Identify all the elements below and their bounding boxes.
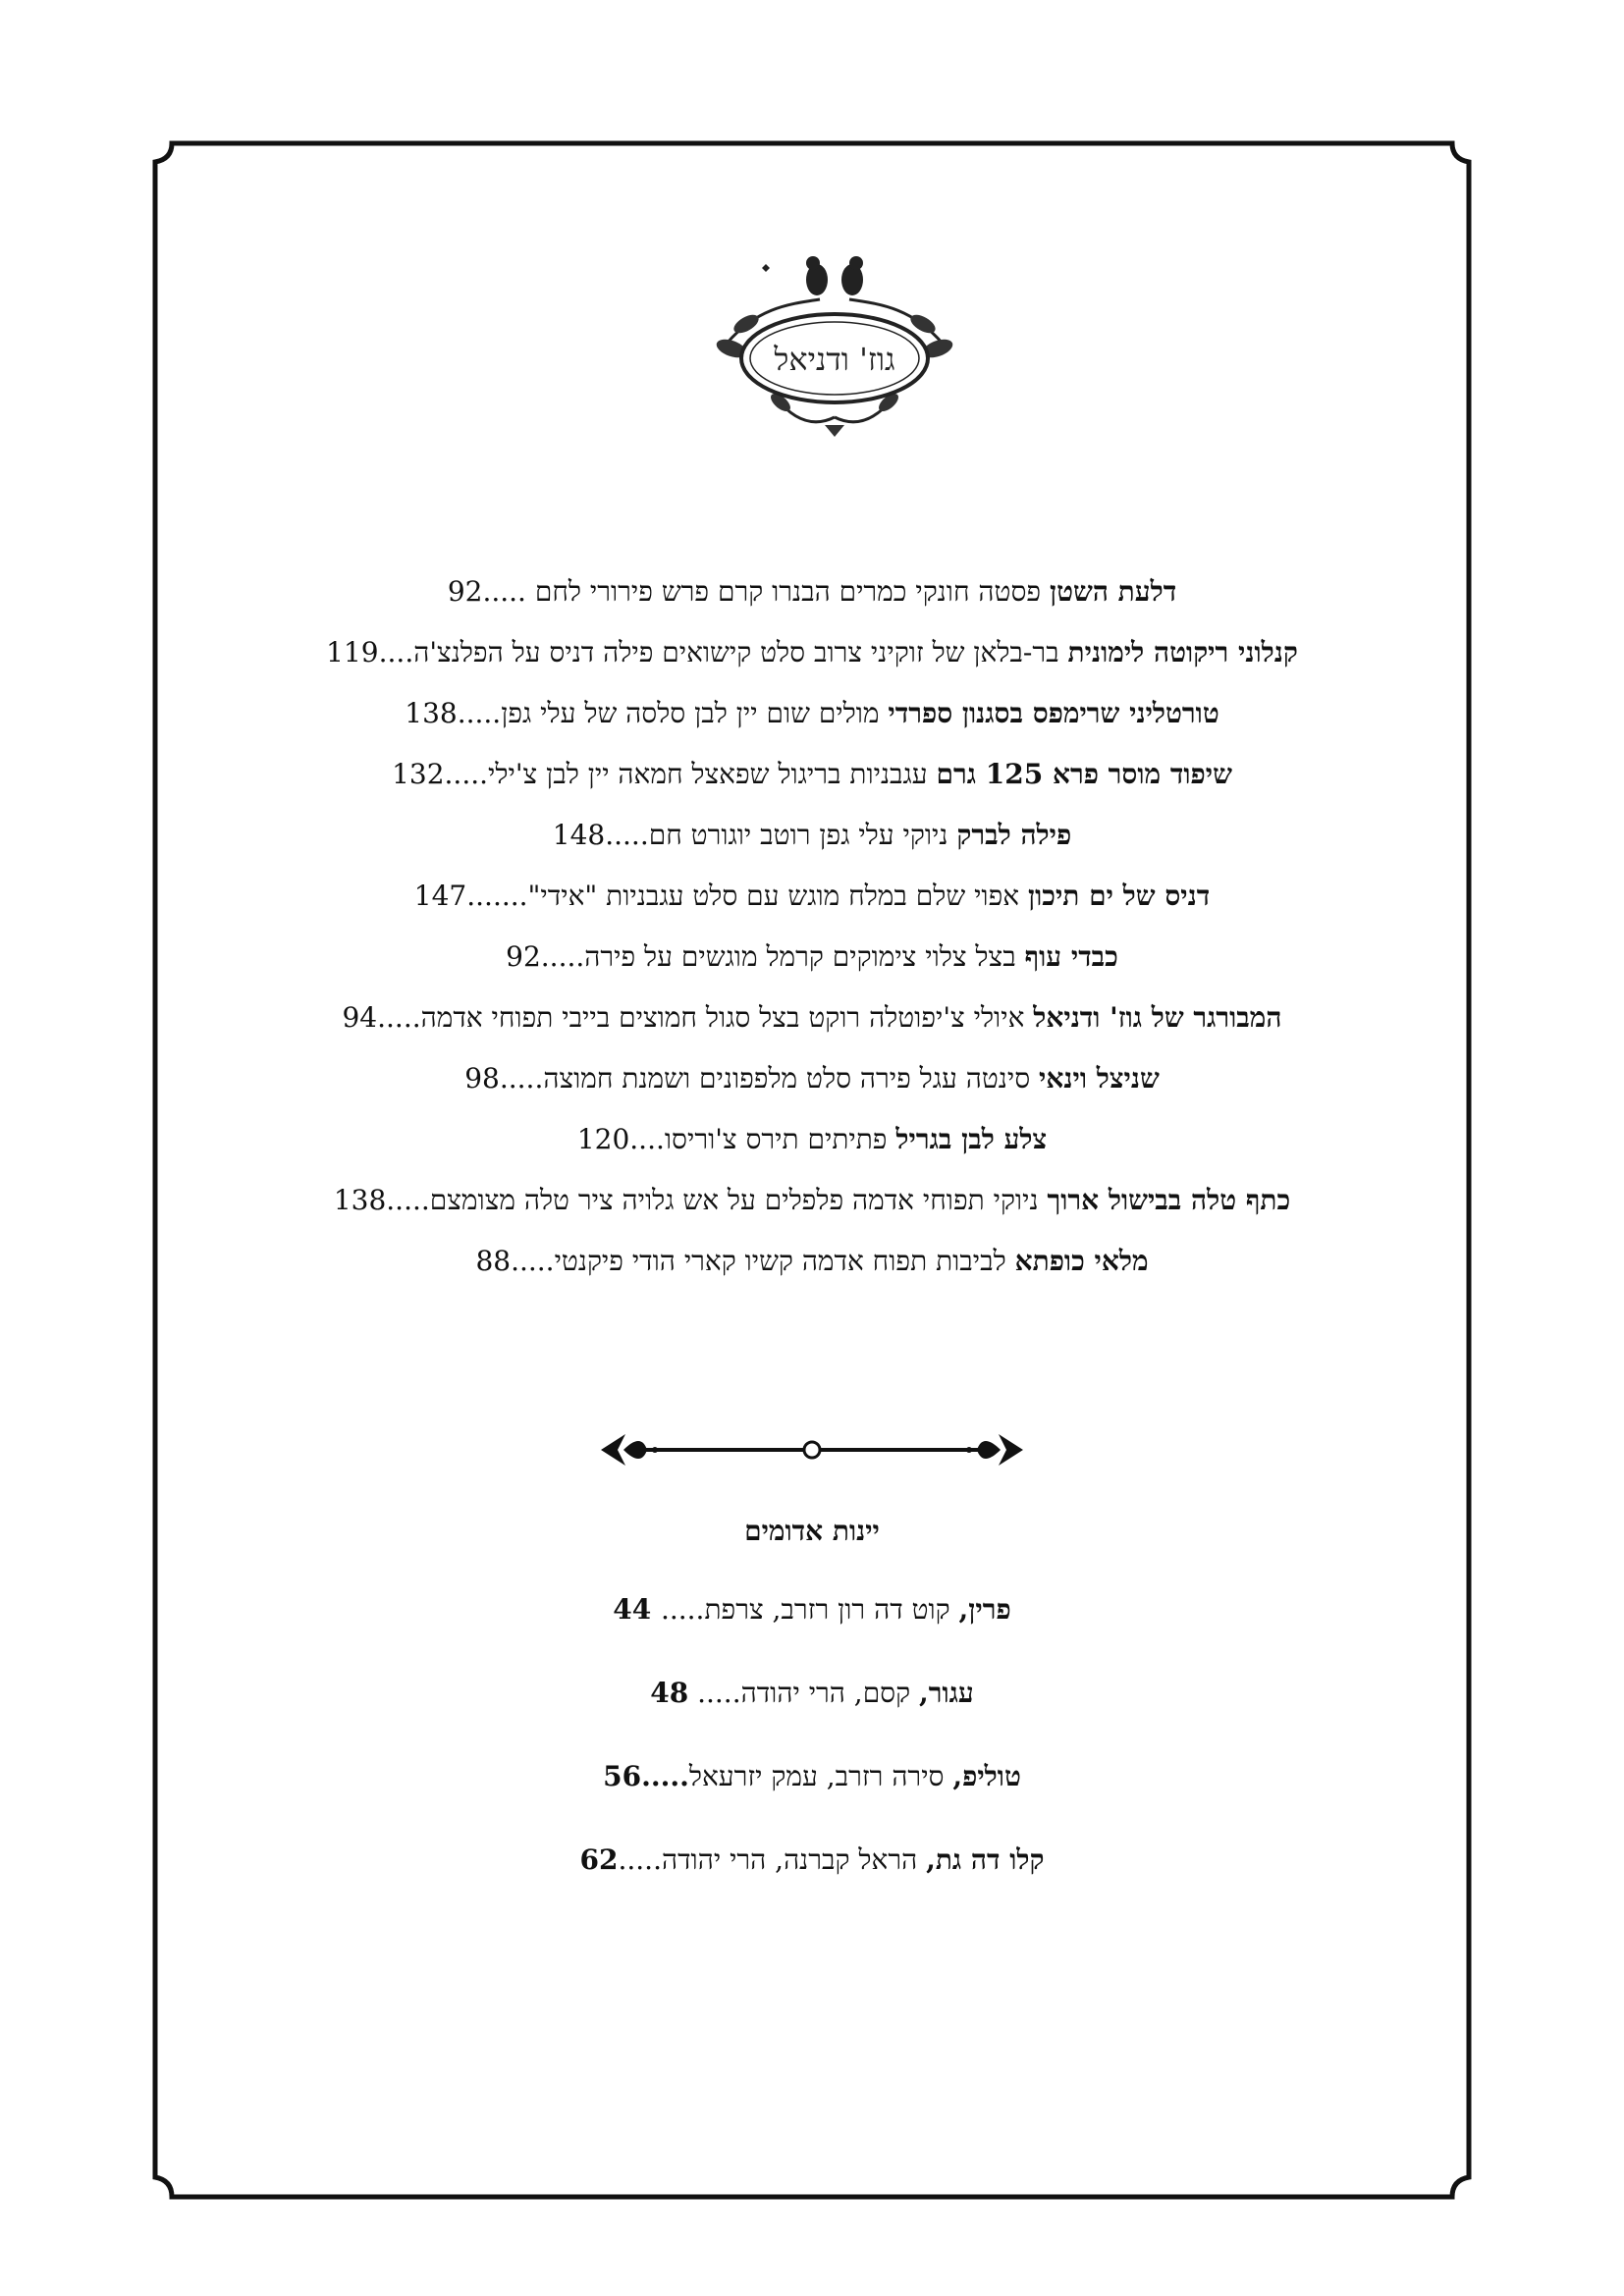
wine-description: הראל קברנה, הרי יהודה..... <box>618 1843 927 1876</box>
dish-name: טורטליני שרימפס בסגנון ספרדי <box>888 697 1219 729</box>
menu-item <box>167 1000 1457 1061</box>
menu-item <box>167 939 1457 1000</box>
dish-name: שניצל וינאי <box>1039 1062 1160 1095</box>
menu-item <box>167 1183 1457 1244</box>
bird-icon <box>762 256 863 295</box>
dish-name: כבדי עוף <box>1024 940 1118 973</box>
dish-description: פתיתים תירס צ'וריסו....120 <box>576 1123 896 1155</box>
restaurant-logo-emblem <box>687 250 982 447</box>
dish-name: דלעת השטן <box>1049 575 1177 608</box>
dish-description: איולי צ'יפוטלה רוקט בצל סגול חמוצים בייבי תפוחי אדמה.....94 <box>342 1001 1034 1034</box>
wine-name: פרין, <box>958 1593 1011 1626</box>
wine-description: קוט דה רון רזרב, צרפת..... <box>660 1593 959 1626</box>
dish-description: עגבניות בריגול שפאצל חמאה יין לבן צ'ילי.....132 <box>392 758 937 790</box>
wine-name: טוליפ, <box>952 1760 1021 1792</box>
wine-list-title: יינות אדומים <box>744 1515 880 1547</box>
dish-name: המבורגר של גוז' ודניאל <box>1033 1001 1282 1034</box>
menu-item <box>167 696 1457 757</box>
menu-item <box>167 1122 1457 1183</box>
dish-description: בצל צלוי צימוקים קרמל מוגשים על פירה.....92 <box>506 940 1025 973</box>
logo-text: גוז' ודניאל <box>774 341 895 378</box>
wine-item <box>167 1757 1457 1841</box>
dish-name: שיפוד מוסר פרא 125 גרם <box>936 758 1232 790</box>
menu-item <box>167 818 1457 879</box>
menu-item <box>167 574 1457 635</box>
dish-description: אפוי שלם במלח מוגש עם סלט עגבניות "אידי".......147 <box>413 880 1028 912</box>
menu-item <box>167 757 1457 818</box>
wine-item <box>167 1841 1457 1924</box>
wine-description: קסם, הרי יהודה..... <box>688 1677 919 1709</box>
dish-description: בר-בלאן של זוקיני צרוב סלט קישואים פילה דניס על הפלנצ'ה....119 <box>326 636 1068 668</box>
dish-description: פסטה חונקי כמרים הבנרו קרם פרש פירורי לחם .....92 <box>447 575 1050 608</box>
wine-item <box>167 1590 1457 1674</box>
dish-description: ניוקי עלי גפן רוטב יוגורט חם.....148 <box>552 819 957 851</box>
wine-name: עגור, <box>918 1677 974 1709</box>
menu-item <box>167 1244 1457 1305</box>
dish-name: דניס של ים תיכון <box>1027 880 1211 912</box>
dish-name: פילה לברק <box>956 819 1072 851</box>
ornamental-divider <box>596 1420 1028 1479</box>
dish-description: מולים שום יין לבן סלסה של עלי גפן.....138 <box>405 697 889 729</box>
menu-item <box>167 879 1457 939</box>
wine-price: 48 <box>650 1677 689 1709</box>
menu-item <box>167 1061 1457 1122</box>
dish-name: כתף טלה בבישול ארוך <box>1047 1184 1291 1216</box>
dish-description: לביבות תפוח אדמה קשיו קארי הודי פיקנטי.....88 <box>475 1245 1015 1277</box>
dish-name: מלאי כופתא <box>1014 1245 1149 1277</box>
dish-description: ניוקי תפוחי אדמה פלפלים על אש גלויה ציר טלה מצומצם.....138 <box>333 1184 1048 1216</box>
dish-description: סינטה עגל פירה סלט מלפפונים ושמנת חמוצה.....98 <box>464 1062 1040 1095</box>
menu-list <box>167 574 1457 1305</box>
dish-name: קנלוני ריקוטה לימונית <box>1067 636 1298 668</box>
wine-list <box>167 1512 1457 1924</box>
wine-price: 62 <box>579 1843 619 1876</box>
wine-price: .....56 <box>603 1760 689 1792</box>
wine-price: 44 <box>613 1593 661 1626</box>
wine-item <box>167 1674 1457 1757</box>
menu-item <box>167 635 1457 696</box>
wine-name: קלו דה גת, <box>926 1843 1045 1876</box>
wine-description: סירה רזרב, עמק יזרעאל <box>688 1760 953 1792</box>
dish-name: צלע לבן בגריל <box>895 1123 1048 1155</box>
